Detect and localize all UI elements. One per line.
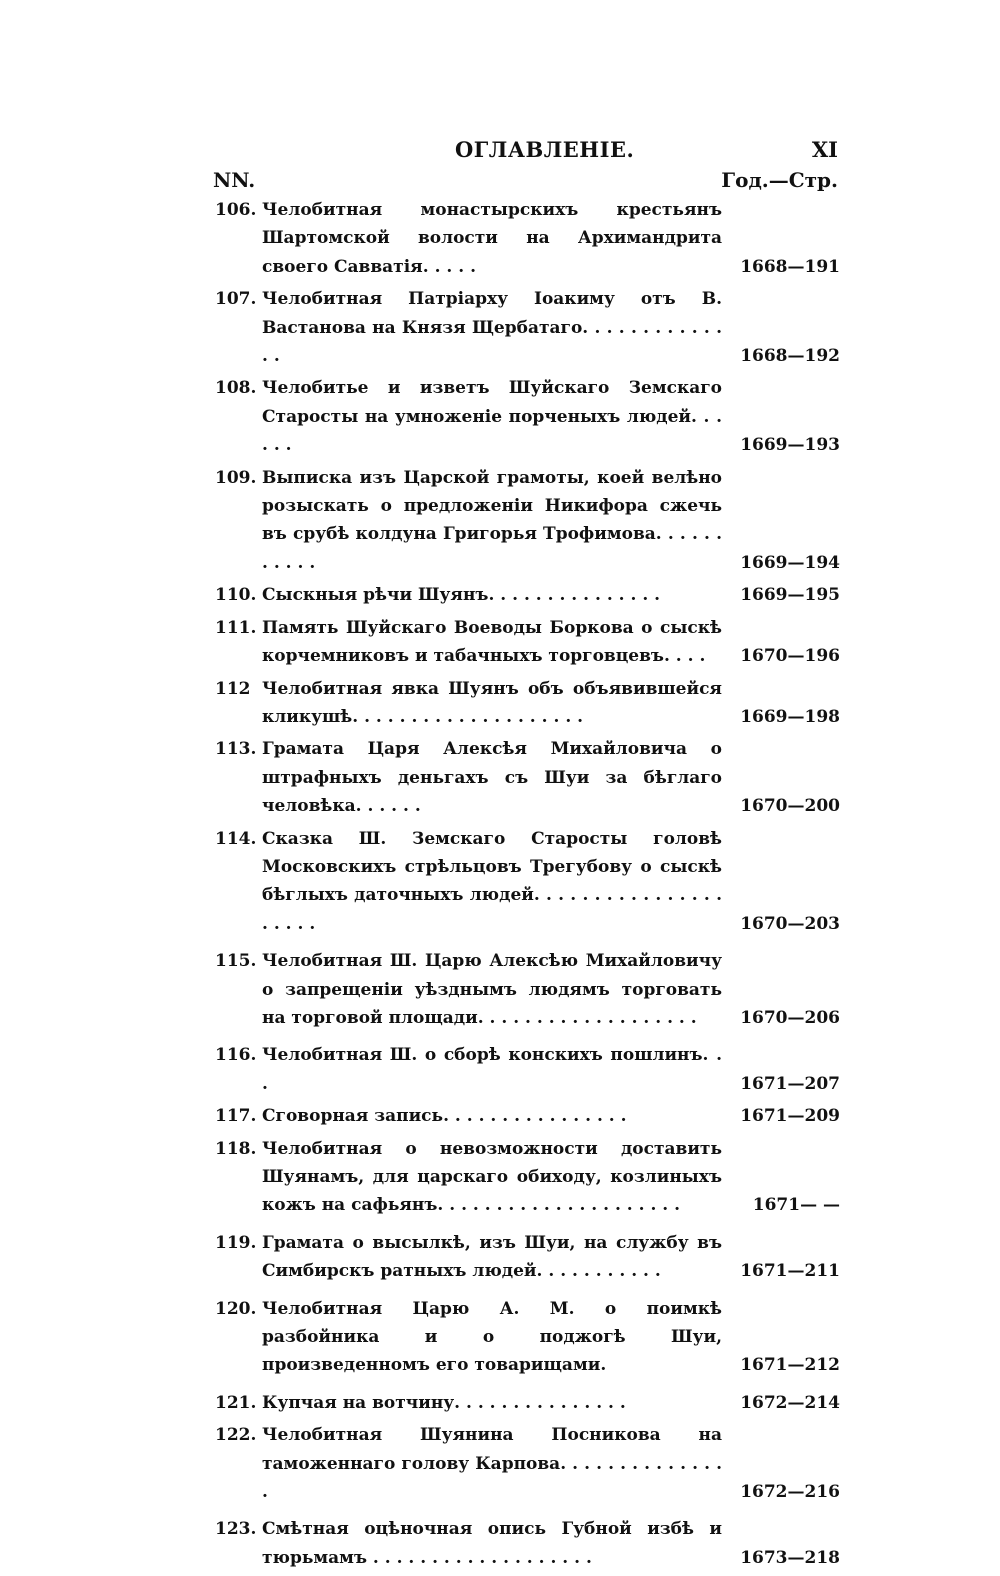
entry-number: 114. [215,828,257,849]
column-headers [0,168,1000,198]
toc-entry [215,735,840,820]
entry-year-page: 1670—203 [740,913,840,934]
entry-number: 108. [215,378,257,399]
toc-entry [215,614,840,671]
entry-year-page: 1671—209 [740,1106,840,1127]
entry-number: 111. [215,617,257,638]
toc-entry [215,1135,840,1220]
entry-number: 106. [215,200,257,220]
entry-number: 109. [215,467,257,488]
entry-title: Сговорная запись. . . . . . . . . . . . . . . . [262,1106,627,1127]
entry-year-page: 1671— — [752,1195,840,1216]
entry-number: 116. [215,1045,257,1066]
entry-year-page: 1670—206 [740,1007,840,1028]
toc-entry [215,374,840,459]
entry-year-page: 1668—191 [740,256,840,277]
toc-entry [215,1041,840,1098]
toc-entry [215,1295,840,1380]
entry-title: Сыскныя рѣчи Шуянъ. . . . . . . . . . . . . . . [262,585,661,606]
entry-year-page: 1671—207 [740,1073,840,1094]
toc-entry [215,675,840,732]
toc-entry [215,1515,840,1572]
entry-year-page: 1671—212 [740,1355,840,1376]
year-page-column-label: Год.—Стр. [721,168,838,192]
entry-number: 123. [215,1519,257,1540]
toc-entry [215,1229,840,1286]
entry-title: Смѣтная оцѣночная опись Губной избѣ и тюрьмамъ . . . . . . . . . . . . . . . . . . . [262,1519,722,1568]
entry-title: Челобитная Ш. Царю Алексѣю Михайловичу о запрещеніи уѣзднымъ людямъ торговать на торговой площади. . . . . . . . . . . . . . . . . . . [262,951,722,1028]
entry-title: Челобитная Царю А. М. о поимкѣ разбойника и о поджогѣ Шуи, произведенномъ его товарищами. [262,1298,722,1376]
entry-number: 115. [215,951,257,972]
entry-title: Память Шуйскаго Воеводы Боркова о сыскѣ корчемниковъ и табачныхъ торговцевъ. . . . [262,617,722,667]
entry-title: Челобитная Шуянина Посникова на таможеннаго голову Карпова. . . . . . . . . . . . . . . [262,1425,722,1503]
entry-number: 113. [215,739,257,760]
entry-title: Купчая на вотчину. . . . . . . . . . . . . . . [262,1392,626,1413]
entry-year-page: 1669—195 [740,585,840,606]
entry-title: Челобитная явка Шуянъ объ объявившейся кликушѣ. . . . . . . . . . . . . . . . . . . . [262,678,722,727]
entry-year-page: 1672—214 [740,1392,840,1413]
entry-number: 120. [215,1298,257,1319]
page-title: ОГЛАВЛЕНІЕ. [455,137,635,162]
entry-number: 117. [215,1106,257,1127]
entry-title: Выписка изъ Царской грамоты, коей велѣно розыскать о предложеніи Никифора сжечь въ срубѣ колдуна Григорья Трофимова. . . . . . . . . . . [262,467,722,573]
entry-year-page: 1669—193 [740,435,840,456]
entry-title: Челобитная монастырскихъ крестьянъ Шартомской волости на Архимандрита своего Савватія. . . . . [262,200,722,277]
entry-year-page: 1672—216 [740,1482,840,1503]
entry-year-page: 1669—194 [740,552,840,573]
entry-year-page: 1669—198 [740,706,840,727]
entry-number: 119. [215,1232,257,1253]
entry-number: 107. [215,289,257,310]
toc-entry [215,1102,840,1130]
page-number: XI [811,137,838,162]
toc-entry [215,285,840,370]
entry-year-page: 1670—196 [740,646,840,667]
entry-number: 118. [215,1138,257,1159]
entry-year-page: 1670—200 [740,796,840,817]
toc-entry [215,581,840,609]
entry-number: 110. [215,585,257,606]
entry-title: Грамата Царя Алексѣя Михайловича о штрафныхъ деньгахъ съ Шуи за бѣглаго человѣка. . . . . . [262,739,722,817]
toc-entry [215,1421,840,1506]
toc-entry [215,947,840,1032]
entry-title: Сказка Ш. Земскаго Старосты головѣ Московскихъ стрѣльцовъ Трегубову о сыскѣ бѣглыхъ даточныхъ людей. . . . . . . . . . . . . . . . . . . . . [262,828,722,934]
entry-year-page: 1668—192 [740,346,840,367]
entry-title: Челобитье и изветъ Шуйскаго Земскаго Старосты на умноженіе порченыхъ людей. . . . . . [262,378,722,456]
toc-entry [215,464,840,578]
entry-year-page: 1671—211 [740,1261,840,1282]
toc-entry [215,1389,840,1417]
toc-list [215,196,840,1576]
entry-title: Челобитная Патріарху Іоакиму отъ В. Вастанова на Князя Щербатаго. . . . . . . . . . . . . . [262,289,722,367]
entry-title: Челобитная Ш. о сборѣ конскихъ пошлинъ. . . [262,1045,722,1094]
toc-entry [215,196,840,281]
entry-number: 122. [215,1425,257,1446]
entry-title: Грамата о высылкѣ, изъ Шуи, на службу въ Симбирскъ ратныхъ людей. . . . . . . . . . . [262,1232,722,1282]
entry-title: Челобитная о невозможности доставить Шуянамъ, для царскаго обиходу, козлиныхъ кожъ на сафьянъ. . . . . . . . . . . . . . . . . . . . . [262,1138,722,1216]
entry-year-page: 1673—218 [740,1547,840,1568]
page-header [0,137,1000,167]
toc-entry [215,825,840,939]
entry-number: 121. [215,1392,257,1413]
entry-number: 112 [215,678,251,699]
number-column-label: NN. [213,168,256,192]
